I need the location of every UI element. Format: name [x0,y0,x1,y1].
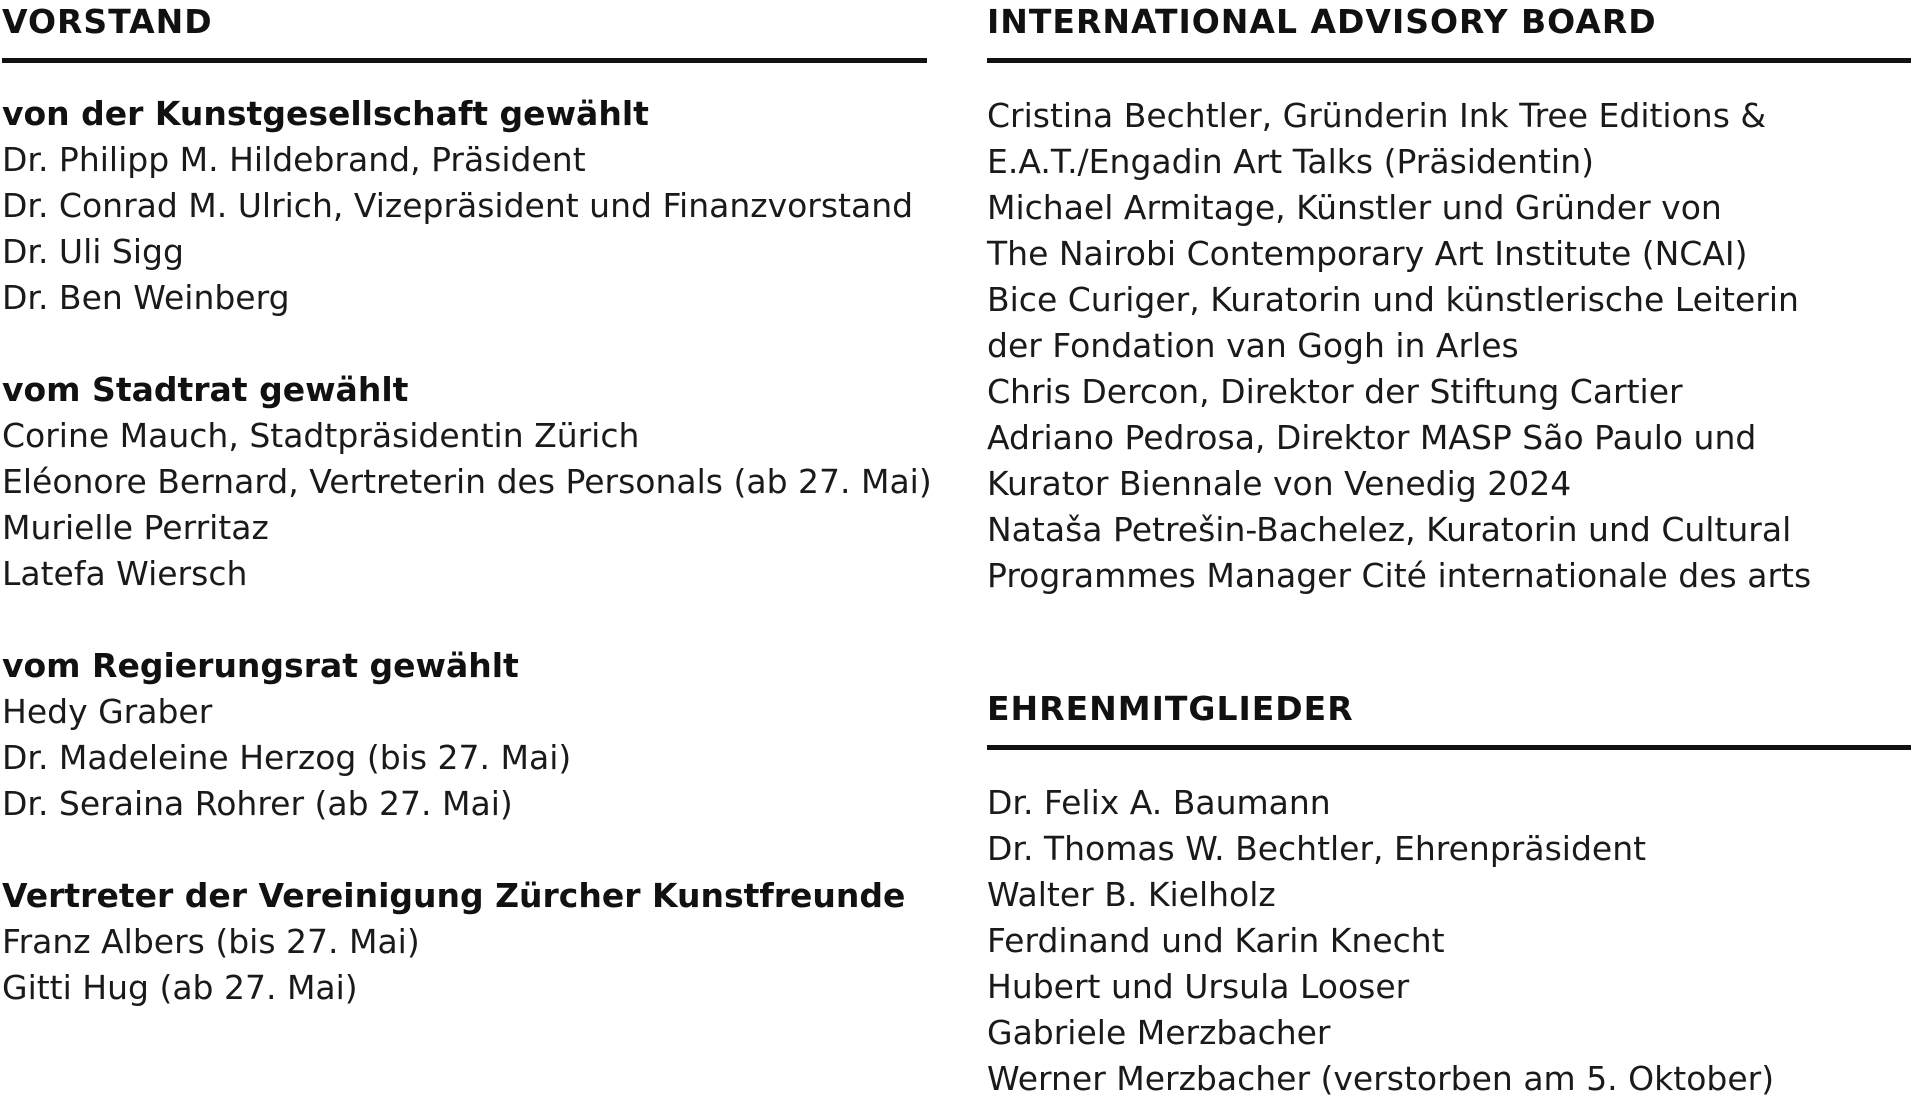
group-heading: vom Stadtrat gewählt [2,370,409,409]
advisory-board-rule [987,58,1911,63]
board-line: Michael Armitage, Künstler und Gründer von [987,188,1722,227]
vorstand-rule [2,58,927,63]
vorstand-group-stadtrat [2,367,932,597]
ehrenmitglieder-section [987,687,1911,1102]
board-line: Kurator Biennale von Venedig 2024 [987,464,1572,503]
advisory-board-section [987,0,1911,599]
member-line: Franz Albers (bis 27. Mai) [2,922,420,961]
honorary-member-line: Dr. Felix A. Baumann [987,783,1331,822]
member-line: Dr. Conrad M. Ulrich, Vizepräsident und Finanzvorstand [2,186,914,225]
board-line: Adriano Pedrosa, Direktor MASP São Paulo und [987,418,1757,457]
ehrenmitglieder-rule [987,745,1911,750]
member-line: Dr. Uli Sigg [2,232,184,271]
group-heading: vom Regierungsrat gewählt [2,646,519,685]
member-line: Corine Mauch, Stadtpräsidentin Zürich [2,416,640,455]
member-line: Gitti Hug (ab 27. Mai) [2,968,358,1007]
vorstand-section [2,0,932,1011]
member-line: Dr. Ben Weinberg [2,278,290,317]
vorstand-groups [2,91,932,1011]
board-line: Programmes Manager Cité internationale des arts [987,556,1812,595]
board-line: Bice Curiger, Kuratorin und künstlerische Leiterin [987,280,1799,319]
board-line: E.A.T./Engadin Art Talks (Präsidentin) [987,142,1594,181]
ehrenmitglieder-title: EHRENMITGLIEDER [987,689,1354,728]
board-line: Cristina Bechtler, Gründerin Ink Tree Editions & [987,96,1767,135]
member-line: Murielle Perritaz [2,508,269,547]
ehrenmitglieder-list [987,780,1911,1102]
honorary-member-line: Ferdinand und Karin Knecht [987,921,1445,960]
group-heading: von der Kunstgesellschaft gewählt [2,94,649,133]
vorstand-title: VORSTAND [2,2,213,41]
board-line: Nataša Petrešin-Bachelez, Kuratorin und Cultural [987,510,1792,549]
member-line: Hedy Graber [2,692,213,731]
member-line: Dr. Philipp M. Hildebrand, Präsident [2,140,586,179]
honorary-member-line: Gabriele Merzbacher [987,1013,1331,1052]
honorary-member-line: Walter B. Kielholz [987,875,1276,914]
advisory-board-list [987,93,1911,599]
member-line: Dr. Seraina Rohrer (ab 27. Mai) [2,784,513,823]
honorary-member-line: Dr. Thomas W. Bechtler, Ehrenpräsident [987,829,1647,868]
vorstand-group-kunstgesellschaft [2,91,927,321]
advisory-board-title: INTERNATIONAL ADVISORY BOARD [987,2,1657,41]
right-column [987,0,1911,1102]
member-line: Latefa Wiersch [2,554,248,593]
vorstand-group-kunstfreunde [2,873,927,1011]
board-line: The Nairobi Contemporary Art Institute (NCAI) [987,234,1748,273]
board-line: der Fondation van Gogh in Arles [987,326,1519,365]
group-heading: Vertreter der Vereinigung Zürcher Kunstfreunde [2,876,906,915]
member-line: Dr. Madeleine Herzog (bis 27. Mai) [2,738,572,777]
member-line: Eléonore Bernard, Vertreterin des Personals (ab 27. Mai) [2,462,932,501]
vorstand-group-regierungsrat [2,643,927,827]
honorary-member-line: Hubert und Ursula Looser [987,967,1410,1006]
board-line: Chris Dercon, Direktor der Stiftung Cartier [987,372,1683,411]
honorary-member-line: Werner Merzbacher (verstorben am 5. Oktober) [987,1059,1775,1098]
